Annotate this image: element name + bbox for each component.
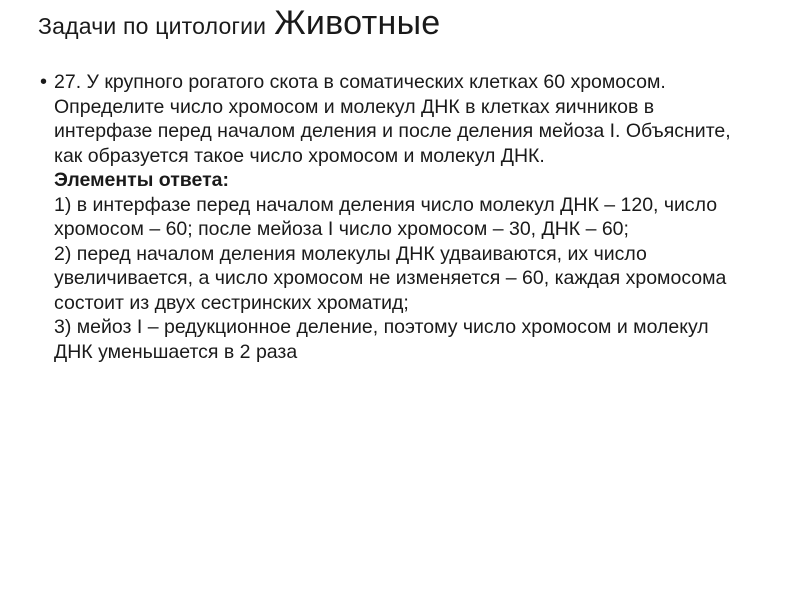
answer-item-2: 2) перед началом деления молекулы ДНК удваиваются, их число увеличивается, а число хромосом не изменяется – 60, каждая хромосома состоит из двух сестринских хроматид;: [54, 242, 727, 314]
task-text: 27. У крупного рогатого скота в соматических клетках 60 хромосом. Определите число хромосом и молекул ДНК в клетках яичников в интерфазе перед началом деления и после деления мейоза I. Объясните, как образуется такое число хромосом и молекул ДНК.: [54, 71, 731, 167]
bullet-item: [40, 70, 780, 364]
title-topic: Задачи по цитологии: [38, 13, 267, 39]
bullet-marker: •: [40, 71, 48, 93]
bullet-body: [54, 70, 734, 364]
answer-heading: Элементы ответа:: [54, 169, 229, 191]
answer-item-3: 3) мейоз I – редукционное деление, поэтому число хромосом и молекул ДНК уменьшается в 2 раза: [54, 316, 709, 363]
title-subject: Животные: [274, 4, 441, 42]
slide-title: [38, 6, 441, 40]
slide-content: [40, 70, 780, 364]
answer-item-1: 1) в интерфазе перед началом деления число молекул ДНК – 120, число хромосом – 60; после мейоза I число хромосом – 30, ДНК – 60;: [54, 193, 718, 240]
